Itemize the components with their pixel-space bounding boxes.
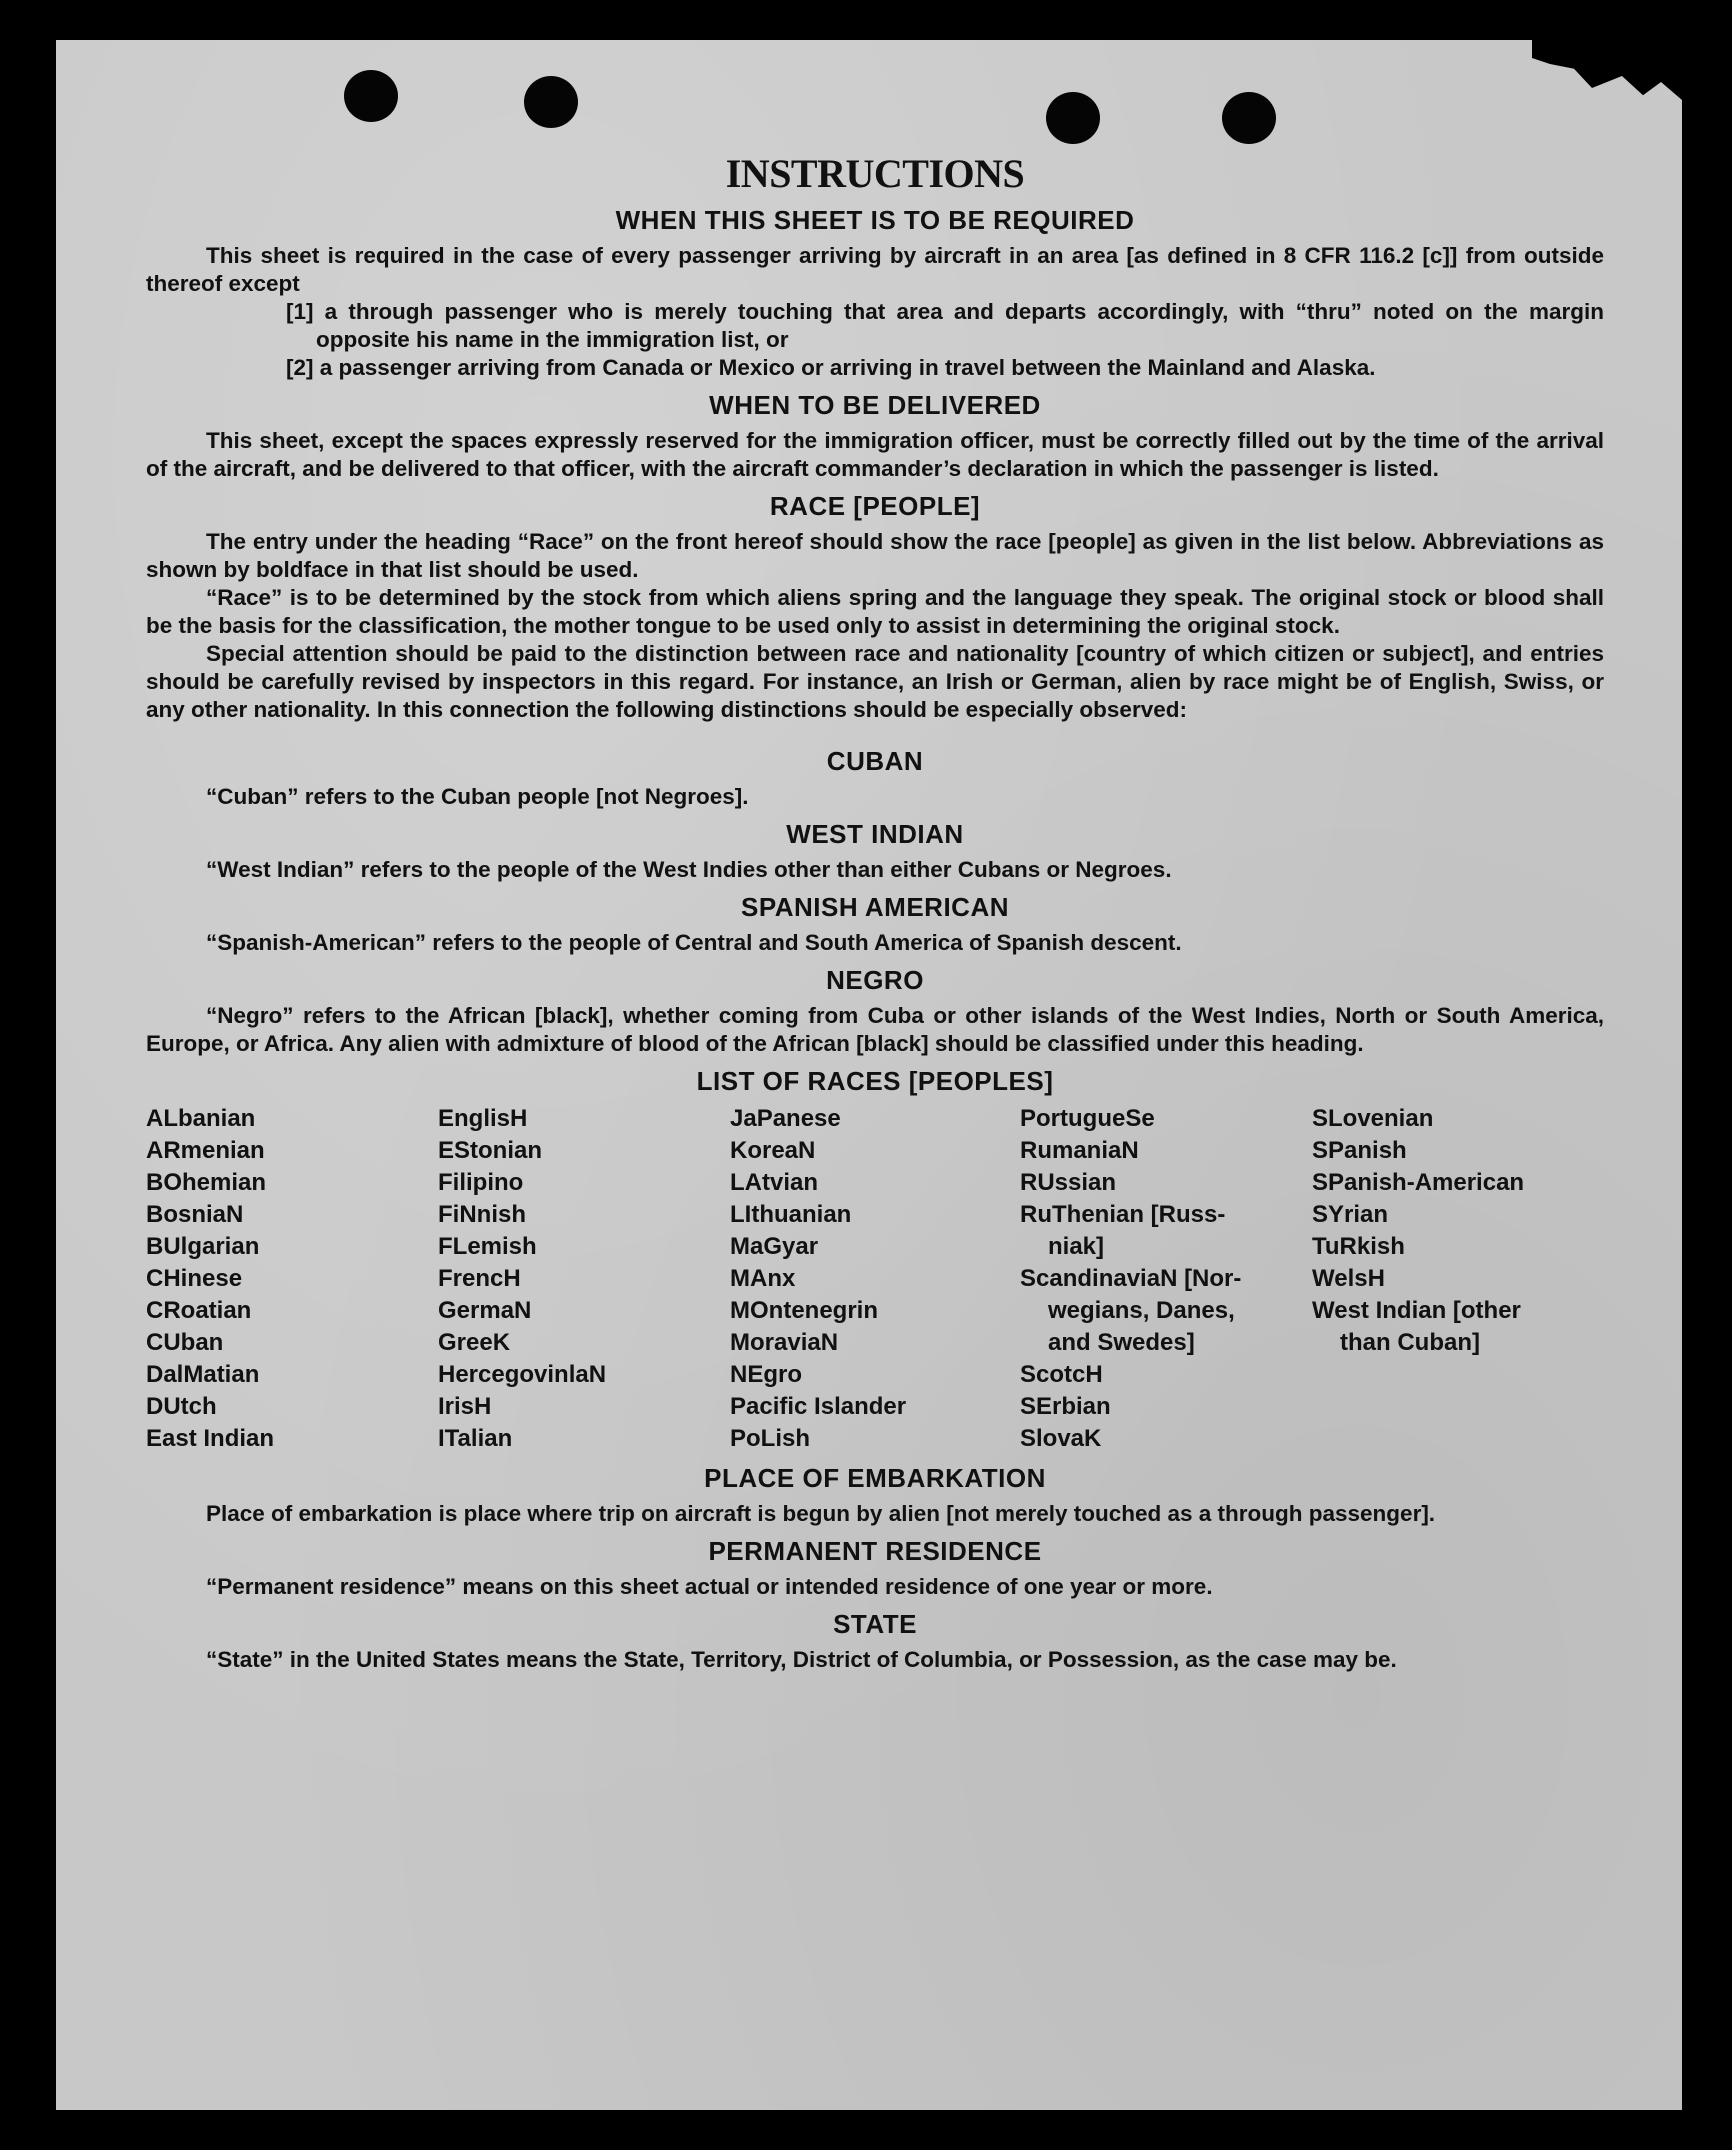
race-entry: IrisH bbox=[438, 1393, 492, 1420]
section-heading: RACE [PEOPLE] bbox=[769, 491, 981, 521]
race-entry: SErbian bbox=[1020, 1393, 1111, 1420]
race-entry: PoLish bbox=[730, 1425, 811, 1452]
race-entry: MOntenegrin bbox=[730, 1297, 878, 1324]
race-entry: wegians, Danes, bbox=[1048, 1297, 1235, 1324]
section-heading: PLACE OF EMBARKATION bbox=[704, 1463, 1046, 1493]
race-entry: CRoatian bbox=[146, 1297, 252, 1324]
section-paragraph: “State” in the United States means the State, Territory, District of Columbia, or Possession, as the case may be. bbox=[206, 1647, 1397, 1672]
section-heading: STATE bbox=[833, 1609, 917, 1639]
race-entry: PortugueSe bbox=[1020, 1105, 1155, 1132]
section-paragraph: This sheet is required in the case of every passenger arriving by aircraft in an area [as defined in 8 CFR 116.2 [c]] from outside thereof except bbox=[146, 243, 1604, 296]
section-heading: WHEN TO BE DELIVERED bbox=[709, 390, 1041, 420]
race-entry: RUssian bbox=[1020, 1169, 1117, 1196]
race-entry: TuRkish bbox=[1312, 1233, 1405, 1260]
race-entry: HercegovinlaN bbox=[438, 1361, 607, 1388]
race-entry: FrencH bbox=[438, 1265, 521, 1292]
race-entry: JaPanese bbox=[730, 1105, 841, 1132]
section-paragraph: “Permanent residence” means on this sheet actual or intended residence of one year or more. bbox=[206, 1574, 1213, 1599]
race-entry: RuThenian [Russ- bbox=[1020, 1201, 1226, 1228]
race-entry: SlovaK bbox=[1020, 1425, 1102, 1452]
race-entry: NEgro bbox=[730, 1361, 802, 1388]
race-entry: CHinese bbox=[146, 1265, 243, 1292]
punch-hole bbox=[344, 70, 398, 122]
race-entry: KoreaN bbox=[730, 1137, 816, 1164]
race-entry: LIthuanian bbox=[730, 1201, 852, 1228]
instruction-sheet bbox=[56, 40, 1682, 2110]
race-entry: ARmenian bbox=[146, 1137, 265, 1164]
race-entry: niak] bbox=[1048, 1233, 1105, 1260]
race-entry: East Indian bbox=[146, 1425, 275, 1452]
race-entry: West Indian [other bbox=[1312, 1297, 1521, 1324]
race-entry: FLemish bbox=[438, 1233, 537, 1260]
race-entry: Filipino bbox=[438, 1169, 524, 1196]
races-heading: LIST OF RACES [PEOPLES] bbox=[696, 1066, 1054, 1096]
section-paragraph: “Race” is to be determined by the stock from which aliens spring and the language they speak. The original stock or blood shall be the basis for the classification, the mother tongue to be used only to assist in determining the original stock. bbox=[146, 585, 1604, 638]
race-entry: GreeK bbox=[438, 1329, 511, 1356]
races-column bbox=[438, 1103, 730, 1455]
punch-hole bbox=[1046, 92, 1100, 144]
section-heading: WHEN THIS SHEET IS TO BE REQUIRED bbox=[615, 205, 1135, 235]
race-entry: SYrian bbox=[1312, 1201, 1389, 1228]
race-entry: GermaN bbox=[438, 1297, 532, 1324]
races-list bbox=[146, 1103, 1604, 1455]
race-entry: SPanish-American bbox=[1312, 1169, 1525, 1196]
races-column bbox=[1020, 1103, 1312, 1455]
race-entry: ScandinaviaN [Nor- bbox=[1020, 1265, 1242, 1292]
section-paragraph: Place of embarkation is place where trip on aircraft is begun by alien [not merely touched as a through passenger]. bbox=[206, 1501, 1436, 1526]
race-entry: MaGyar bbox=[730, 1233, 819, 1260]
race-entry: SPanish bbox=[1312, 1137, 1407, 1164]
race-entry: EStonian bbox=[438, 1137, 543, 1164]
race-entry: MoraviaN bbox=[730, 1329, 839, 1356]
races-column bbox=[730, 1103, 1020, 1455]
race-entry: CUban bbox=[146, 1329, 224, 1356]
race-entry: SLovenian bbox=[1312, 1105, 1434, 1132]
race-entry: ALbanian bbox=[146, 1105, 256, 1132]
race-entry: ITalian bbox=[438, 1425, 513, 1452]
section-heading: SPANISH AMERICAN bbox=[740, 892, 1009, 922]
section-paragraph: “Cuban” refers to the Cuban people [not Negroes]. bbox=[206, 784, 749, 809]
race-entry: WelsH bbox=[1312, 1265, 1385, 1292]
race-entry: ScotcH bbox=[1020, 1361, 1103, 1388]
section-paragraph: This sheet, except the spaces expressly reserved for the immigration officer, must be correctly filled out by the time of the arrival of the aircraft, and be delivered to that officer, with the aircraft commander’s declaration in which the passenger is listed. bbox=[146, 428, 1604, 481]
race-entry: LAtvian bbox=[730, 1169, 819, 1196]
torn-corner bbox=[1532, 40, 1682, 100]
race-entry: BUlgarian bbox=[146, 1233, 260, 1260]
section-heading: PERMANENT RESIDENCE bbox=[708, 1536, 1042, 1566]
section-paragraph: “Negro” refers to the African [black], whether coming from Cuba or other islands of the West Indies, North or South America, Europe, or Africa. Any alien with admixture of blood of the African [black] should be classified under this heading. bbox=[146, 1003, 1604, 1056]
content bbox=[146, 150, 1604, 1674]
section-heading: NEGRO bbox=[826, 965, 924, 995]
race-entry: Pacific Islander bbox=[730, 1393, 907, 1420]
punch-hole bbox=[524, 76, 578, 128]
race-entry: RumaniaN bbox=[1020, 1137, 1139, 1164]
race-entry: EnglisH bbox=[438, 1105, 528, 1132]
race-entry: DUtch bbox=[146, 1393, 217, 1420]
section-paragraph: The entry under the heading “Race” on the front hereof should show the race [people] as given in the list below. Abbreviations as shown by boldface in that list should be used. bbox=[146, 529, 1604, 582]
section-heading: CUBAN bbox=[826, 746, 924, 776]
punch-hole bbox=[1222, 92, 1276, 144]
section-paragraph: “West Indian” refers to the people of the West Indies other than either Cubans or Negroes. bbox=[206, 857, 1172, 882]
race-entry: BOhemian bbox=[146, 1169, 267, 1196]
races-column bbox=[1312, 1103, 1604, 1455]
exception-item: [1] a through passenger who is merely touching that area and departs accordingly, with “thru” noted on the margin opposite his name in the immigration list, or bbox=[286, 299, 1604, 352]
races-column bbox=[146, 1103, 438, 1455]
race-entry: MAnx bbox=[730, 1265, 796, 1292]
race-entry: than Cuban] bbox=[1340, 1329, 1480, 1356]
race-entry: FiNnish bbox=[438, 1201, 526, 1228]
page-title: INSTRUCTIONS bbox=[725, 151, 1025, 196]
section-paragraph: “Spanish-American” refers to the people of Central and South America of Spanish descent. bbox=[206, 930, 1182, 955]
race-entry: BosniaN bbox=[146, 1201, 244, 1228]
section-paragraph: Special attention should be paid to the distinction between race and nationality [country of which citizen or subject], and entries should be carefully revised by inspectors in this regard. For instance, an Irish or German, alien by race might be of English, Swiss, or any other nationality. In this connection the following distinctions should be especially observed: bbox=[146, 641, 1604, 722]
exception-item: [2] a passenger arriving from Canada or Mexico or arriving in travel between the Mainland and Alaska. bbox=[286, 355, 1376, 380]
race-entry: DalMatian bbox=[146, 1361, 260, 1388]
section-heading: WEST INDIAN bbox=[786, 819, 964, 849]
race-entry: and Swedes] bbox=[1048, 1329, 1195, 1356]
